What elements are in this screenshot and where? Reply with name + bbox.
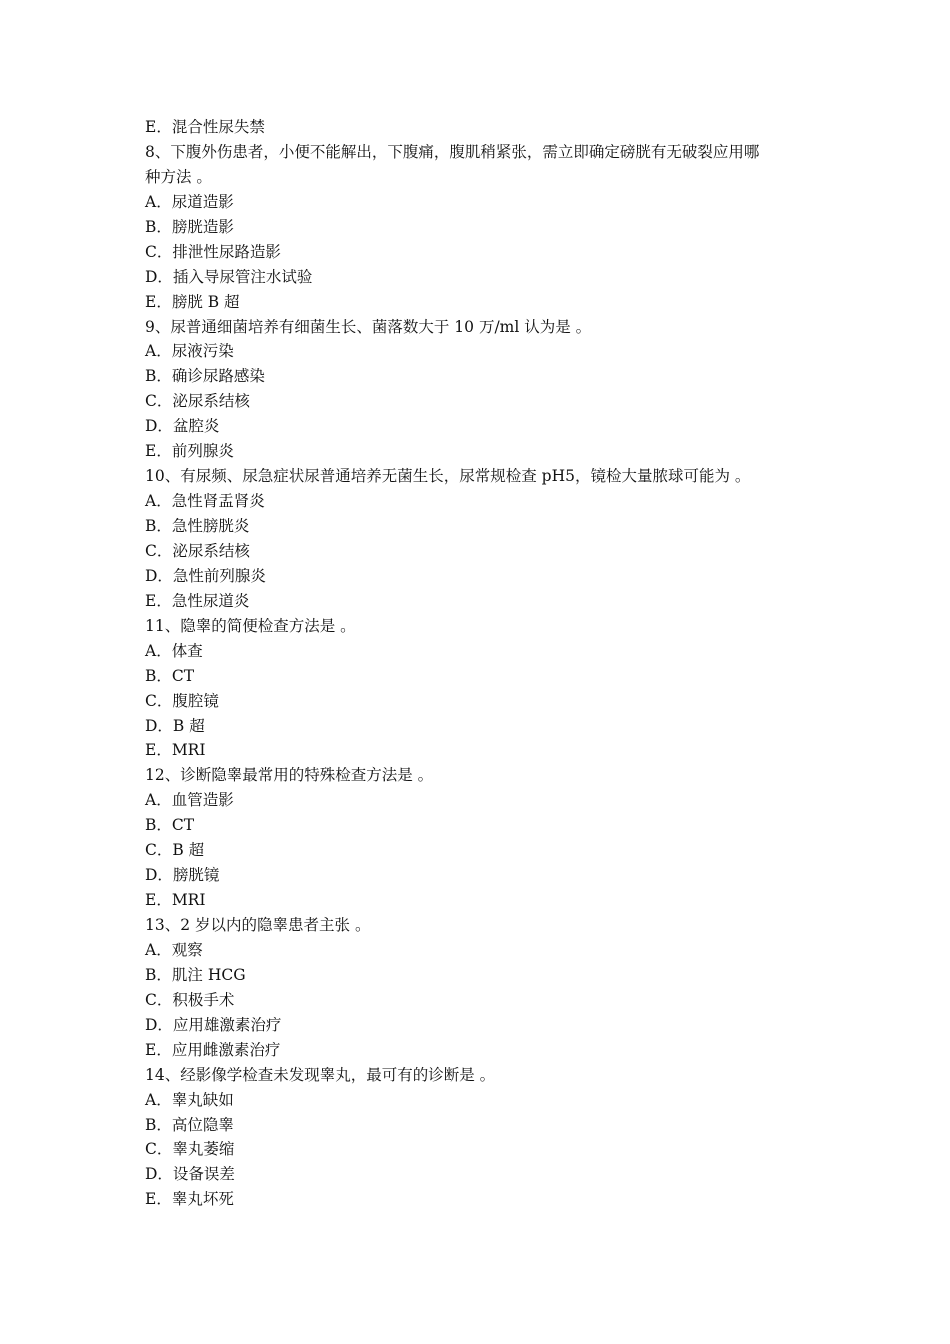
option-line: C．睾丸萎缩	[145, 1140, 235, 1159]
option-line: C．排泄性尿路造影	[145, 242, 281, 261]
option-line: A．体查	[145, 641, 203, 660]
question-line: 10、有尿频、尿急症状尿普通培养无菌生长，尿常规检查 pH5，镜检大量脓球可能为 。	[145, 467, 751, 486]
option-line: B．CT	[145, 666, 195, 685]
option-line: B．膀胱造影	[145, 217, 234, 236]
question-line: 14、经影像学检查未发现睾丸，最可有的诊断是 。	[145, 1065, 496, 1084]
option-line: B．高位隐睾	[145, 1115, 234, 1134]
question-line: 种方法 。	[145, 167, 212, 186]
option-line: D．B 超	[145, 716, 205, 735]
option-line: D．急性前列腺炎	[145, 566, 266, 585]
option-line: E．混合性尿失禁	[145, 118, 265, 136]
option-line: D．盆腔炎	[145, 417, 220, 436]
option-line: A．尿液污染	[145, 342, 234, 361]
option-line: A．血管造影	[145, 791, 234, 810]
option-line: C．泌尿系结核	[145, 392, 250, 411]
option-line: C．B 超	[145, 841, 205, 860]
question-line: 9、尿普通细菌培养有细菌生长、菌落数大于 10 万/ml 认为是 。	[145, 317, 592, 336]
option-line: A．尿道造影	[145, 192, 234, 211]
option-line: D．设备误差	[145, 1165, 235, 1184]
option-line: E．急性尿道炎	[145, 591, 250, 610]
option-line: D．应用雄激素治疗	[145, 1015, 282, 1034]
document-body	[145, 115, 815, 1212]
option-line: E．睾丸坏死	[145, 1190, 234, 1209]
option-line: E．前列腺炎	[145, 442, 234, 461]
question-line: 12、诊断隐睾最常用的特殊检查方法是 。	[145, 766, 434, 785]
question-line: 8、下腹外伤患者，小便不能解出，下腹痛，腹肌稍紧张，需立即确定磅胱有无破裂应用哪	[145, 142, 760, 161]
option-line: B．CT	[145, 816, 195, 835]
option-line: B．肌注 HCG	[145, 965, 246, 984]
option-line: C．腹腔镜	[145, 691, 219, 710]
option-line: E．膀胱 B 超	[145, 292, 240, 311]
option-line: D．插入导尿管注水试验	[145, 267, 313, 286]
option-line: B．急性膀胱炎	[145, 517, 250, 535]
option-line: B．确诊尿路感染	[145, 367, 265, 386]
option-line: A．观察	[145, 940, 203, 959]
option-line: E．应用雌激素治疗	[145, 1040, 281, 1059]
option-line: E．MRI	[145, 741, 206, 760]
question-line: 13、2 岁以内的隐睾患者主张 。	[145, 916, 371, 934]
option-line: A．急性肾盂肾炎	[145, 492, 265, 511]
option-line: A．睾丸缺如	[145, 1090, 234, 1109]
option-line: D．膀胱镜	[145, 866, 220, 885]
option-line: E．MRI	[145, 891, 206, 910]
option-line: C．泌尿系结核	[145, 541, 250, 560]
option-line: C．积极手术	[145, 990, 235, 1009]
question-line: 11、隐睾的简便检查方法是 。	[145, 616, 356, 635]
